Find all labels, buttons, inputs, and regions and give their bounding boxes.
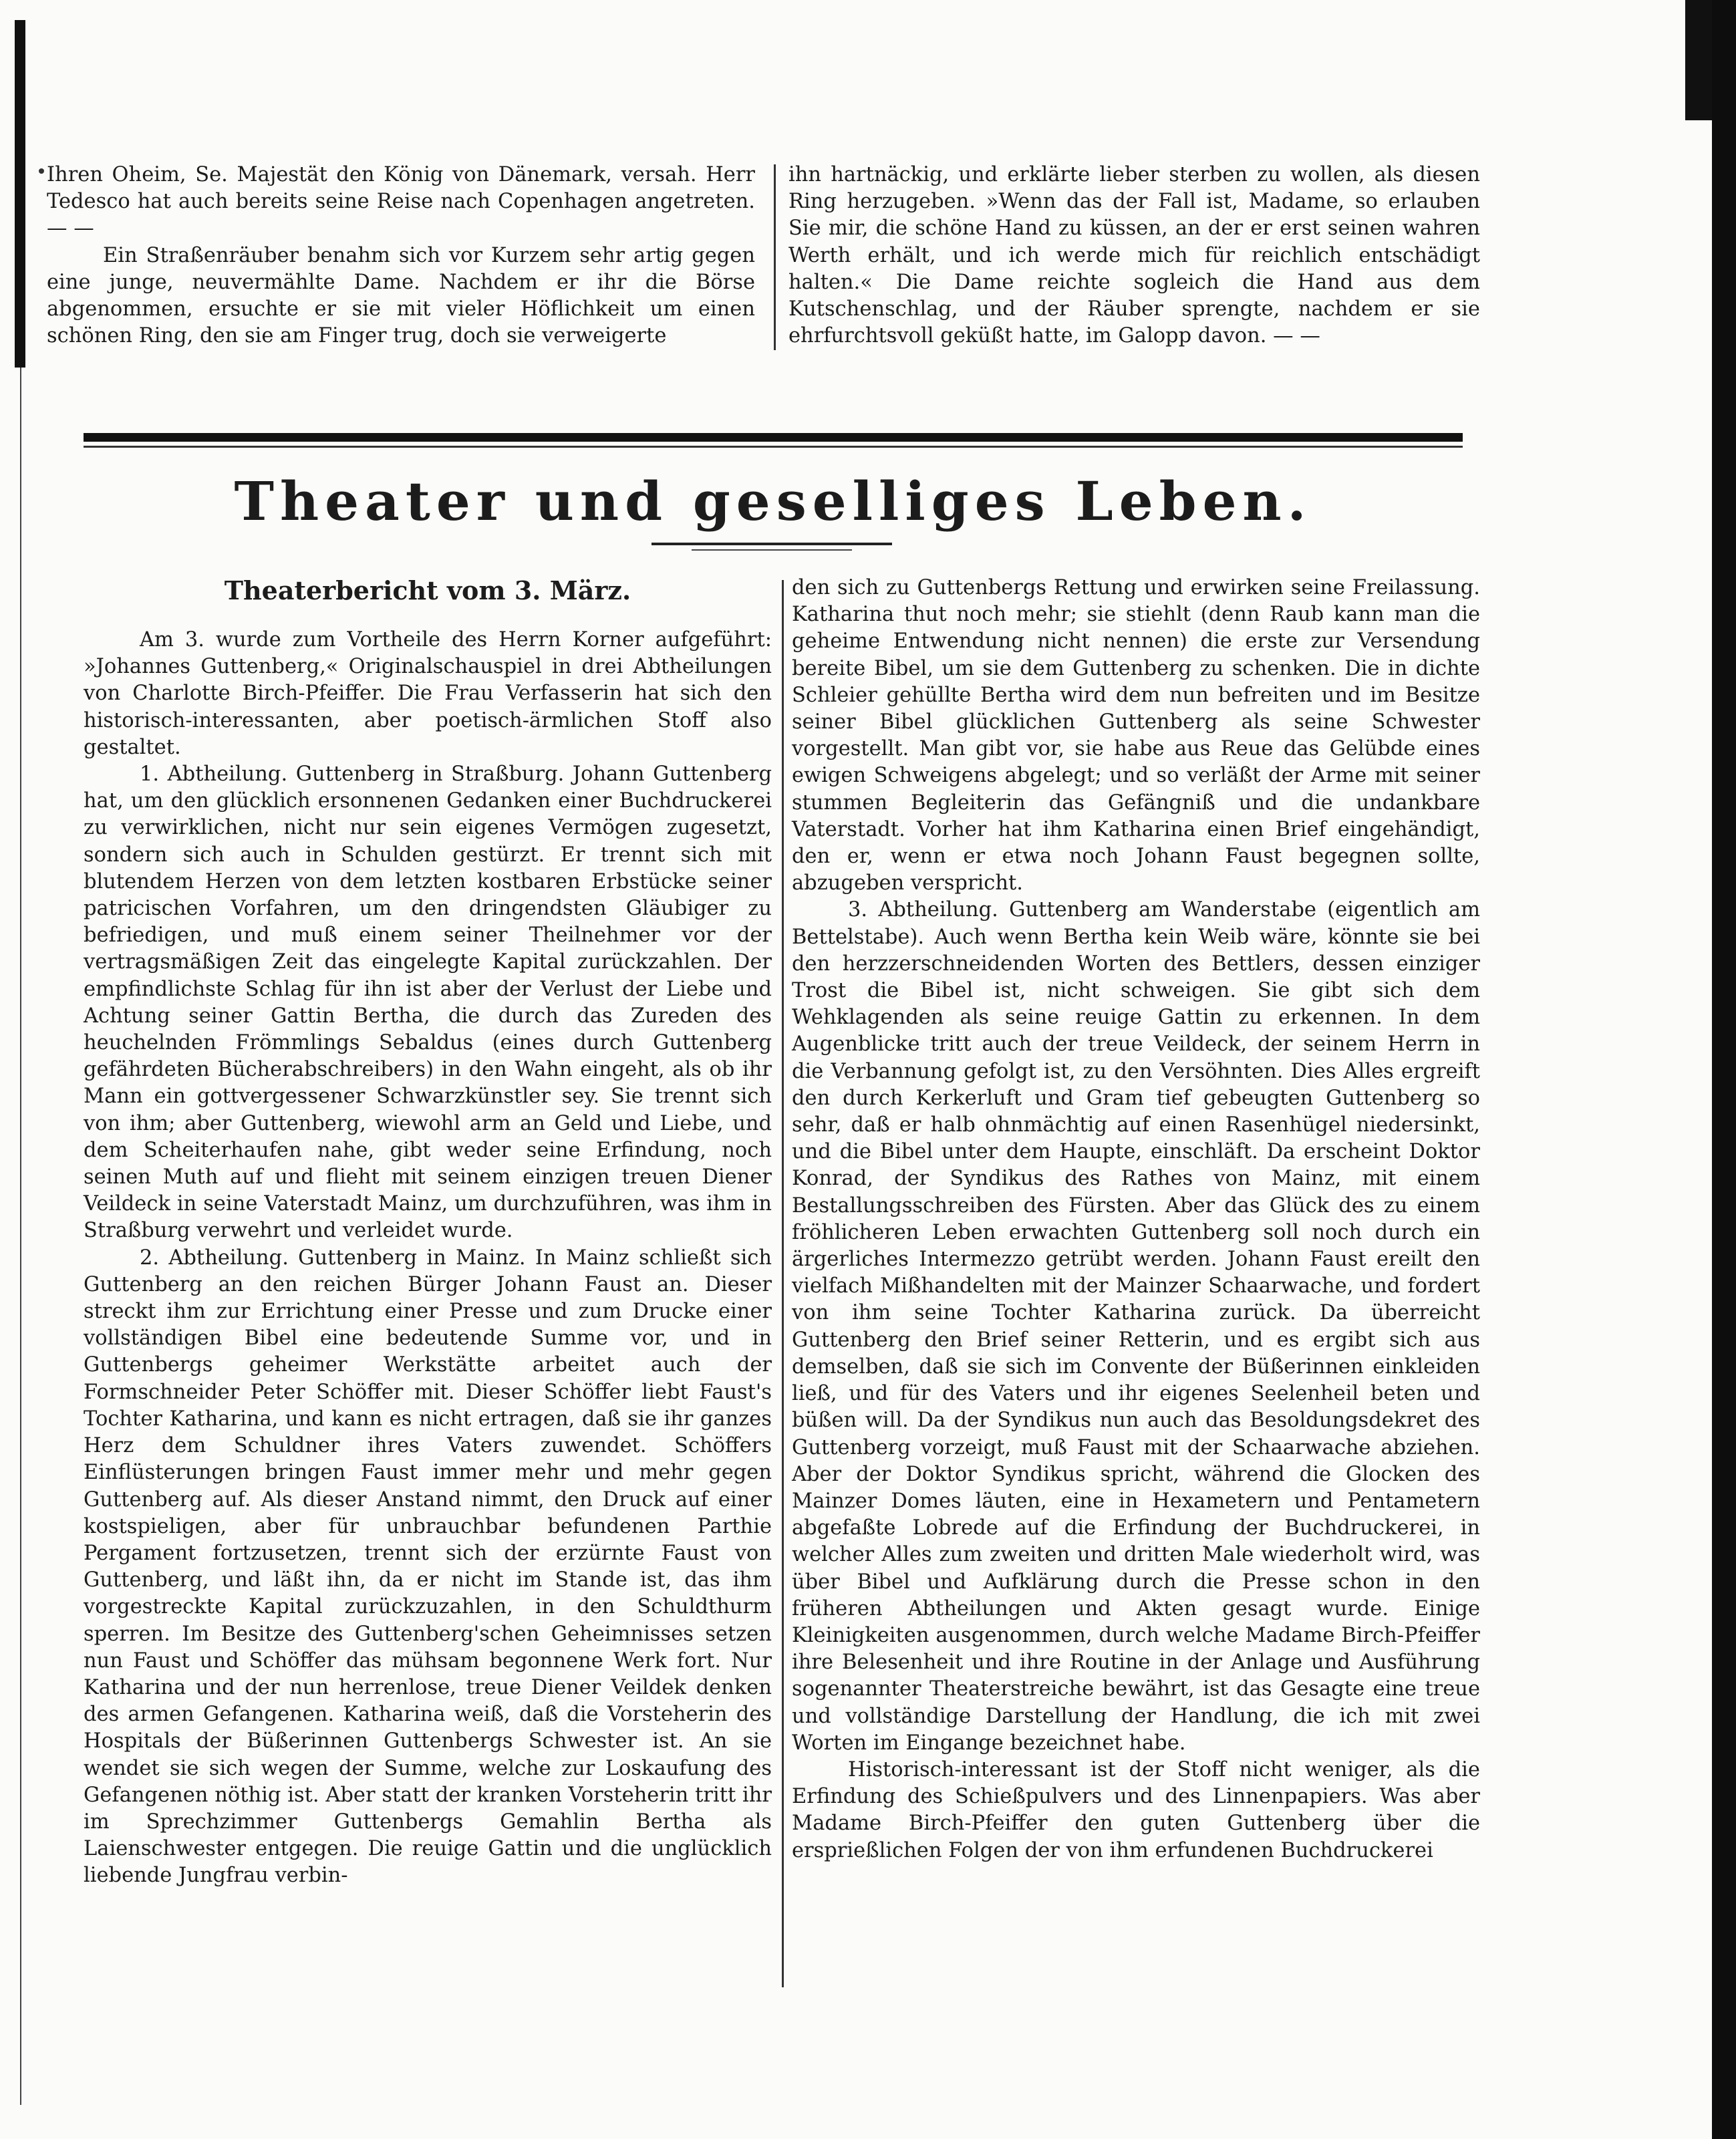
section-rule-thin [84,446,1463,448]
top-right-paragraph-1: ihn hartnäckig, und erklärte lieber sterben zu wollen, als diesen Ring herzugeben. »Wenn das der Fall ist, Madame, so erlauben Sie mir, die schöne Hand zu küssen, an der er erst seinen wahren Werth erhält, und ich werde mich für reichlich entschädigt halten.« Die Dame reichte sogleich die Hand aus dem Kutschenschlag, und der Räuber sprengte, nachdem er sie ehrfurchtsvoll geküßt hatte, im Galopp davon. — — [788,163,1480,348]
top-left-paragraph-2: Ein Straßenräuber benahm sich vor Kurzem sehr artig gegen eine junge, neuvermählte Dame. Nachdem er ihr die Börse abgenommen, ersuchte er sie mit vieler Höflichkeit um einen schönen Ring, den sie am Finger trug, doch sie verweigerte [47,243,755,348]
article-paragraph-continued: den sich zu Guttenbergs Rettung und erwirken seine Freilassung. Katharina thut noch mehr; sie stiehlt (denn Raub kann man die geheime Entwendung nicht nennen) die erste zur Versendung bereite Bibel, um sie dem Guttenberg zu schenken. Die in dichte Schleier gehüllte Bertha wird dem nun befreiten und im Besitze seiner Bibel glücklichen Guttenberg als seine Schwester vorgestellt. Man gibt vor, sie habe aus Reue das Gelübde eines ewigen Schweigens abgelegt; und so verläßt der Arme mit seiner stummen Begleiterin das Gefängniß und die undankbare Vaterstadt. Vorher hat ihm Katharina einen Brief eingehändigt, den er, wenn er etwa noch Johann Faust begegnen sollte, abzugeben verspricht. [792,576,1480,895]
title-ornament-thin [692,549,852,551]
article-paragraph-act-1: 1. Abtheilung. Guttenberg in Straßburg. Johann Guttenberg hat, um den glücklich ersonnenen Gedanken einer Buchdruckerei zu verwirklichen, nicht nur sein eigenes Vermögen zugesetzt, sondern sich auch in Schulden gestürzt. Er trennt sich mit blutendem Herzen von dem letzten kostbaren Erbstücke seiner patricischen Vorfahren, um den dringendsten Gläubiger zu befriedigen, und muß einem seiner Theilnehmer vor der vertragsmäßigen Zeit das eingelegte Kapital zurückzahlen. Der empfindlichste Schlag für ihn ist aber der Verlust der Liebe und Achtung seiner Gattin Bertha, die durch das Zureden des heuchelnden Frömmlings Sebaldus (eines durch Guttenberg gefährdeten Bücherabschreibers) in den Wahn eingeht, als ob ihr Mann ein gottvergessener Schwarzkünstler sey. Sie trennt sich von ihm; aber Guttenberg, wiewohl arm an Geld und Liebe, und dem Scheiterhaufen nahe, gibt weder seine Erfindung, noch seinen Muth auf und flieht mit seinem einzigen treuen Diener Veildeck in seine Vaterstadt Mainz, um durchzuführen, was ihm in Straßburg verwehrt und verleidet wurde. [84,762,772,1243]
section-rule-thick [84,433,1463,442]
scan-edge-right [1712,0,1736,2139]
title-ornament [652,543,892,545]
section-title: Theater und geselliges Leben. [234,470,1312,533]
top-column-divider [774,164,776,350]
top-left-column [47,162,755,349]
article-column-divider [782,580,784,1987]
article-right-column [792,575,1480,1864]
top-right-column [788,162,1480,349]
article-paragraph-act-3: 3. Abtheilung. Guttenberg am Wanderstabe (eigentlich am Bettelstabe). Auch wenn Bertha kein Weib wäre, könnte sie bei den herzzerschneidenden Worten des Bettlers, dessen einziger Trost die Bibel ist, nicht schweigen. Sie gibt sich dem Wehklagenden als seine reuige Gattin zu erkennen. In dem Augenblicke tritt auch der treue Veildeck, der seinem Herrn in die Verbannung gefolgt ist, zu den Versöhnten. Dies Alles ergreift den durch Kerkerluft und Gram tief gebeugten Guttenberg so sehr, daß er halb ohnmächtig auf einen Rasenhügel niedersinkt, und die Bibel unter dem Haupte, einschläft. Da erscheint Doktor Konrad, der Syndikus des Rathes von Mainz, mit einem Bestallungsschreiben des Fürsten. Aber das Glück des zu einem fröhlicheren Leben erwachten Guttenberg soll noch durch ein ärgerliches Intermezzo getrübt werden. Johann Faust ereilt den vielfach Mißhandelten mit der Mainzer Schaarwache, und fordert von ihm seine Tochter Katharina zurück. Da überreicht Guttenberg den Brief seiner Retterin, und es ergibt sich aus demselben, daß sie sich im Convente der Büßerinnen einkleiden ließ, und für des Vaters und ihr eigenes Seelenheil beten und büßen will. Da der Syndikus nun auch das Besoldungsdekret des Guttenberg vorzeigt, muß Faust mit der Schaarwache abziehen. Aber der Doktor Syndikus spricht, während die Glocken des Mainzer Domes läuten, eine in Hexametern und Pentametern abgefaßte Lobrede auf die Erfindung der Buchdruckerei, in welcher Alles zum zweiten und dritten Male wiederholt wird, was über Bibel und Aufklärung durch die Presse schon in den früheren Abtheilungen und Akten gesagt wurde. Einige Kleinigkeiten ausgenommen, durch welche Madame Birch-Pfeiffer ihre Belesenheit und ihre Routine in der Anlage und Ausführung sogenannter Theaterstreiche bewährt, ist das Gesagte eine treue und vollständige Darstellung der Handlung, die ich mit zwei Worten im Eingange bezeichnet habe. [792,898,1480,1755]
article-left-column [84,627,772,1890]
article-paragraph-act-2: 2. Abtheilung. Guttenberg in Mainz. In Mainz schließt sich Guttenberg an den reichen Bürger Johann Faust an. Dieser streckt ihm zur Errichtung einer Presse und zum Drucke einer vollständigen Bibel eine bedeutende Summe vor, und in Guttenbergs geheimer Werkstätte arbeitet auch der Formschneider Peter Schöffer mit. Dieser Schöffer liebt Faust's Tochter Katharina, und kann es nicht ertragen, daß sie ihr ganzes Herz dem Schuldner ihres Vaters zuwendet. Schöffers Einflüsterungen bringen Faust immer mehr und mehr gegen Guttenberg auf. Als dieser Anstand nimmt, den Druck auf einer kostspieligen, aber für unbrauchbar befundenen Parthie Pergament fortzusetzen, trennt sich der erzürnte Faust von Guttenberg, und läßt ihn, da er nicht im Stande ist, das ihm vorgestreckte Kapital zurückzuzahlen, in den Schuldthurm sperren. Im Besitze des Guttenberg'schen Geheimnisses setzen nun Faust und Schöffer das mühsam begonnene Werk fort. Nur Katharina und der nun herrenlose, treue Diener Veildek denken des armen Gefangenen. Katharina weiß, daß die Vorsteherin des Hospitals der Büßerinnen Guttenbergs Schwester ist. An sie wendet sie sich wegen der Summe, welche zur Loskaufung des Gefangenen nöthig ist. Aber statt der kranken Vorsteherin tritt ihr im Sprechzimmer Guttenbergs Gemahlin Bertha als Laienschwester entgegen. Die reuige Gattin und die unglücklich liebende Jungfrau verbin- [84,1246,772,1888]
article-paragraph-intro: Am 3. wurde zum Vortheile des Herrn Korner aufgeführt: »Johannes Guttenberg,« Originalschauspiel in drei Abtheilungen von Charlotte Birch-Pfeiffer. Die Frau Verfasserin hat sich den historisch-interessanten, aber poetisch-ärmlichen Stoff also gestaltet. [84,628,772,759]
top-left-paragraph-1: Ihren Oheim, Se. Majestät den König von Dänemark, versah. Herr Tedesco hat auch bereits seine Reise nach Copenhagen angetreten. — — [47,163,755,241]
article-paragraph-closing: Historisch-interessant ist der Stoff nicht weniger, als die Erfindung des Schießpulvers und des Linnenpapiers. Was aber Madame Birch-Pfeiffer den guten Guttenberg über die ersprießlichen Folgen der von ihm erfundenen Buchdruckerei [792,1757,1480,1862]
scan-edge-right-top [1685,0,1712,120]
scan-edge-left-line [20,368,21,2105]
article-heading: Theaterbericht vom 3. März. [224,575,631,605]
margin-mark [39,168,44,174]
scan-edge-left [15,20,25,368]
